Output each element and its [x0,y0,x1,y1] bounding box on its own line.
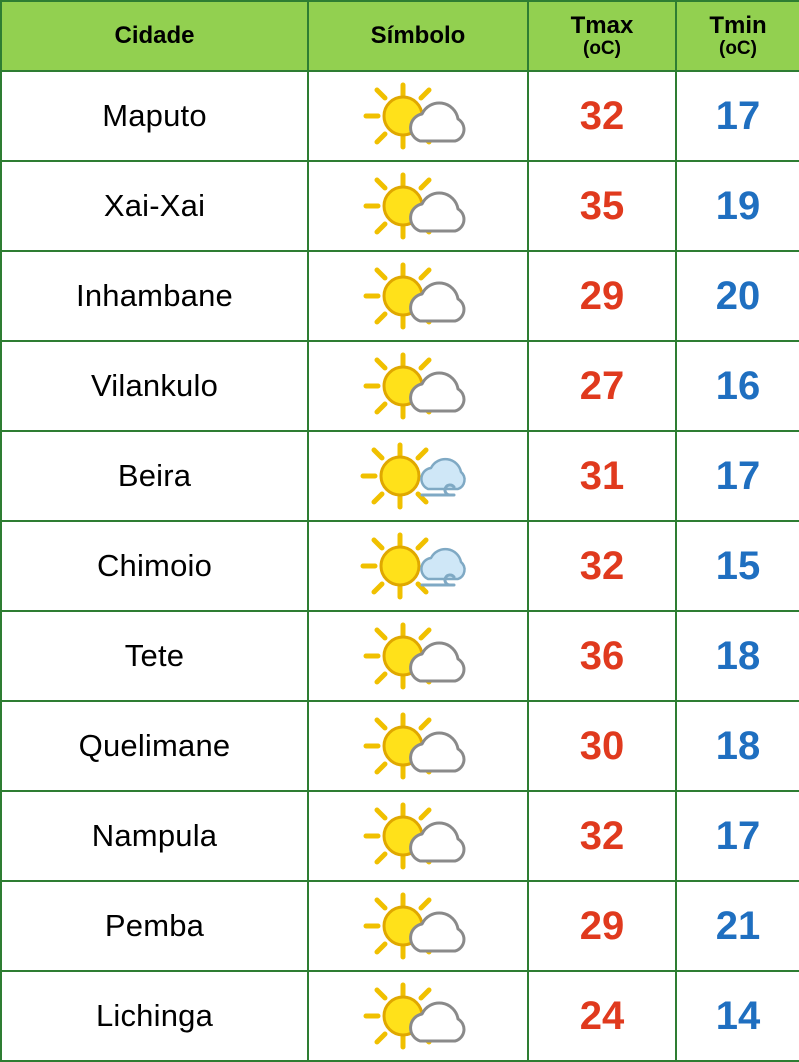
city-cell: Maputo [1,71,308,161]
city-cell: Pemba [1,881,308,971]
column-header-tmin-unit: (oC) [719,37,757,59]
city-cell: Xai-Xai [1,161,308,251]
tmin-cell: 17 [676,791,799,881]
symbol-cell [308,611,528,701]
tmax-cell: 32 [528,791,676,881]
weather-icon-wrapper [309,702,527,790]
city-cell: Vilankulo [1,341,308,431]
weather-icon-wrapper [309,792,527,880]
symbol-cell [308,431,528,521]
column-header-tmin-label: Tmin [709,12,767,40]
tmax-cell: 29 [528,881,676,971]
weather-icon-wrapper [309,72,527,160]
weather-icon-wrapper [309,972,527,1060]
tmax-cell: 36 [528,611,676,701]
sun-behind-cloud-icon [358,257,478,335]
column-header-tmin [676,1,799,71]
city-cell: Inhambane [1,251,308,341]
sun-behind-cloud-icon [358,707,478,785]
tmin-cell: 18 [676,611,799,701]
sun-behind-cloud-icon [358,347,478,425]
weather-icon-wrapper [309,342,527,430]
city-cell: Chimoio [1,521,308,611]
tmax-cell: 27 [528,341,676,431]
tmax-cell: 31 [528,431,676,521]
symbol-cell [308,341,528,431]
sun-behind-cloud-icon [358,617,478,695]
table-row [1,971,799,1061]
city-cell: Quelimane [1,701,308,791]
table-row [1,791,799,881]
tmax-cell: 29 [528,251,676,341]
tmin-cell: 16 [676,341,799,431]
table-header-row [1,1,799,71]
sun-behind-cloud-icon [358,797,478,875]
tmax-cell: 32 [528,71,676,161]
symbol-cell [308,71,528,161]
symbol-cell [308,701,528,791]
symbol-cell [308,791,528,881]
symbol-cell [308,881,528,971]
weather-icon-wrapper [309,522,527,610]
tmax-cell: 24 [528,971,676,1061]
table-row [1,431,799,521]
tmax-cell: 30 [528,701,676,791]
table-row [1,71,799,161]
table-row [1,611,799,701]
city-cell: Beira [1,431,308,521]
weather-icon-wrapper [309,882,527,970]
symbol-cell [308,161,528,251]
tmin-cell: 20 [676,251,799,341]
symbol-cell [308,251,528,341]
table-row [1,251,799,341]
sun-behind-blue-cloud-icon [358,527,478,605]
tmin-cell: 14 [676,971,799,1061]
column-header-tmax-label: Tmax [570,12,634,40]
sun-behind-cloud-icon [358,887,478,965]
column-header-city: Cidade [1,1,308,71]
table-row [1,701,799,791]
tmin-cell: 18 [676,701,799,791]
sun-behind-cloud-icon [358,167,478,245]
tmin-cell: 19 [676,161,799,251]
table-body [1,71,799,1061]
city-cell: Lichinga [1,971,308,1061]
sun-behind-blue-cloud-icon [358,437,478,515]
table-row [1,341,799,431]
column-header-tmax-unit: (oC) [583,37,621,59]
tmin-cell: 17 [676,71,799,161]
tmax-cell: 32 [528,521,676,611]
column-header-tmax [528,1,676,71]
table-row [1,521,799,611]
tmax-cell: 35 [528,161,676,251]
tmin-cell: 17 [676,431,799,521]
sun-behind-cloud-icon [358,77,478,155]
weather-icon-wrapper [309,162,527,250]
weather-icon-wrapper [309,612,527,700]
tmin-cell: 21 [676,881,799,971]
tmin-cell: 15 [676,521,799,611]
table-row [1,881,799,971]
sun-behind-cloud-icon [358,977,478,1055]
weather-icon-wrapper [309,252,527,340]
column-header-symbol: Símbolo [308,1,528,71]
city-cell: Nampula [1,791,308,881]
weather-icon-wrapper [309,432,527,520]
table-row [1,161,799,251]
symbol-cell [308,971,528,1061]
symbol-cell [308,521,528,611]
city-cell: Tete [1,611,308,701]
